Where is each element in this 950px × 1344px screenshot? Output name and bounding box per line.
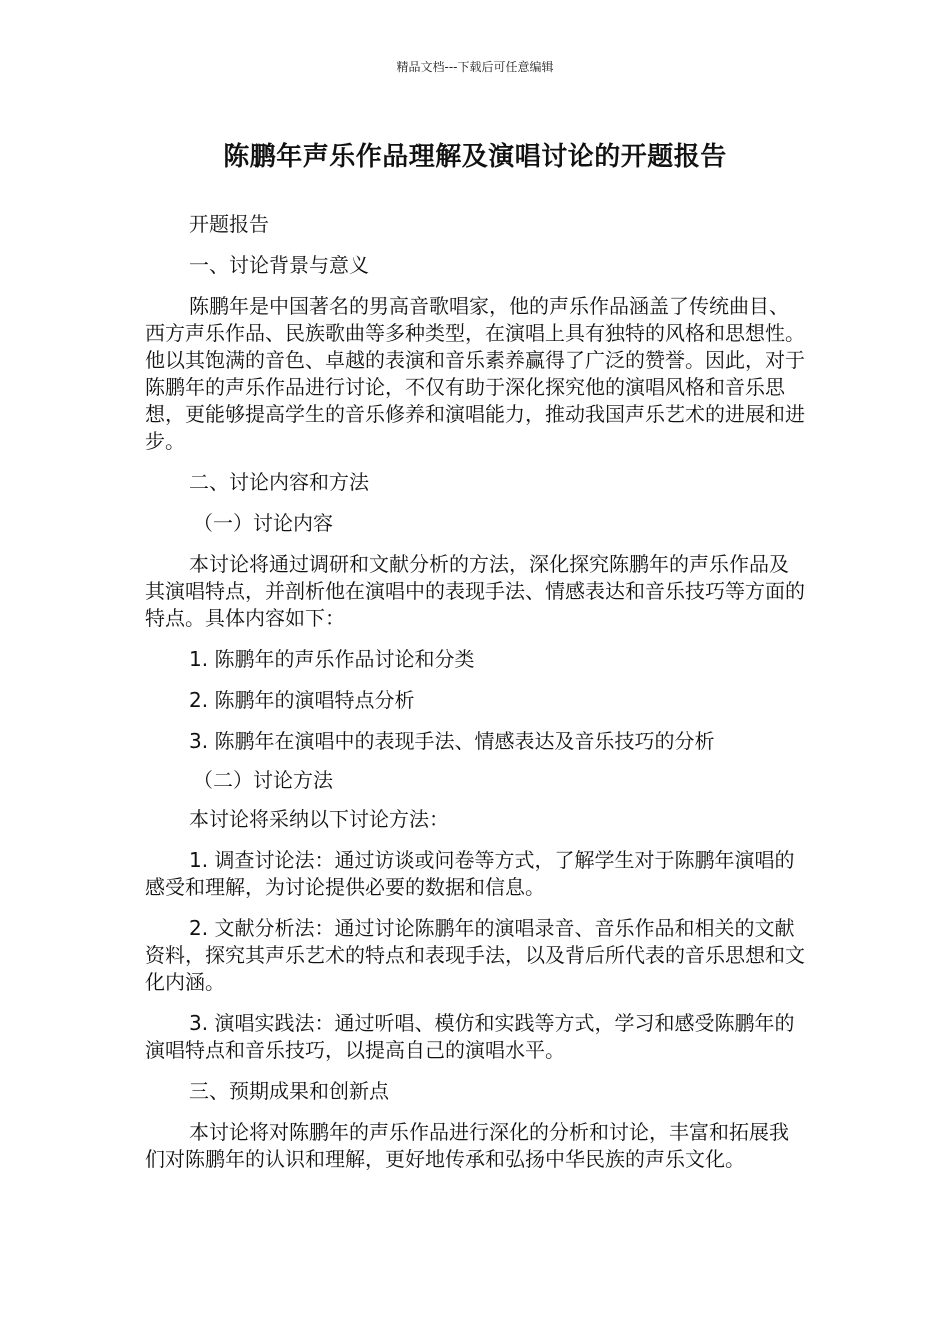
list-item: 2. 陈鹏年的演唱特点分析 [189, 688, 415, 712]
subsection-heading: （二）讨论方法 [193, 768, 333, 792]
header-note: 精品文档---下载后可任意编辑 [396, 60, 554, 74]
section-heading: 二、讨论内容和方法 [189, 470, 369, 494]
document-body [145, 211, 805, 1187]
list-item: 3. 陈鹏年在演唱中的表现手法、情感表达及音乐技巧的分析 [189, 729, 715, 753]
list-item: 2. 文献分析法：通过讨论陈鹏年的演唱录音、音乐作品和相关的文献资料，探究其声乐艺术的特点和表现手法，以及背后所代表的音乐思想和文化内涵。 [145, 916, 805, 994]
body-paragraph: 本讨论将对陈鹏年的声乐作品进行深化的分析和讨论，丰富和拓展我们对陈鹏年的认识和理解，更好地传承和弘扬中华民族的声乐文化。 [145, 1120, 789, 1171]
section-label: 开题报告 [189, 212, 269, 236]
document-title: 陈鹏年声乐作品理解及演唱讨论的开题报告 [223, 142, 727, 172]
body-paragraph: 本讨论将通过调研和文献分析的方法，深化探究陈鹏年的声乐作品及其演唱特点，并剖析他在演唱中的表现手法、情感表达和音乐技巧等方面的特点。具体内容如下： [145, 552, 805, 630]
list-item: 3. 演唱实践法：通过听唱、模仿和实践等方式，学习和感受陈鹏年的演唱特点和音乐技巧，以提高自己的演唱水平。 [145, 1011, 795, 1062]
subsection-heading: （一）讨论内容 [193, 511, 333, 535]
section-heading: 一、讨论背景与意义 [189, 253, 369, 277]
section-heading: 三、预期成果和创新点 [189, 1079, 389, 1103]
body-paragraph: 本讨论将采纳以下讨论方法： [189, 807, 449, 831]
body-paragraph: 陈鹏年是中国著名的男高音歌唱家，他的声乐作品涵盖了传统曲目、西方声乐作品、民族歌曲等多种类型，在演唱上具有独特的风格和思想性。他以其饱满的音色、卓越的表演和音乐素养赢得了广泛的赞誉。因此，对于陈鹏年的声乐作品进行讨论，不仅有助于深化探究他的演唱风格和音乐思想，更能够提高学生的音乐修养和演唱能力，推动我国声乐艺术的进展和进步。 [145, 294, 805, 453]
list-item: 1. 调查讨论法：通过访谈或问卷等方式，了解学生对于陈鹏年演唱的感受和理解，为讨论提供必要的数据和信息。 [145, 848, 795, 899]
list-item: 1. 陈鹏年的声乐作品讨论和分类 [189, 647, 475, 671]
